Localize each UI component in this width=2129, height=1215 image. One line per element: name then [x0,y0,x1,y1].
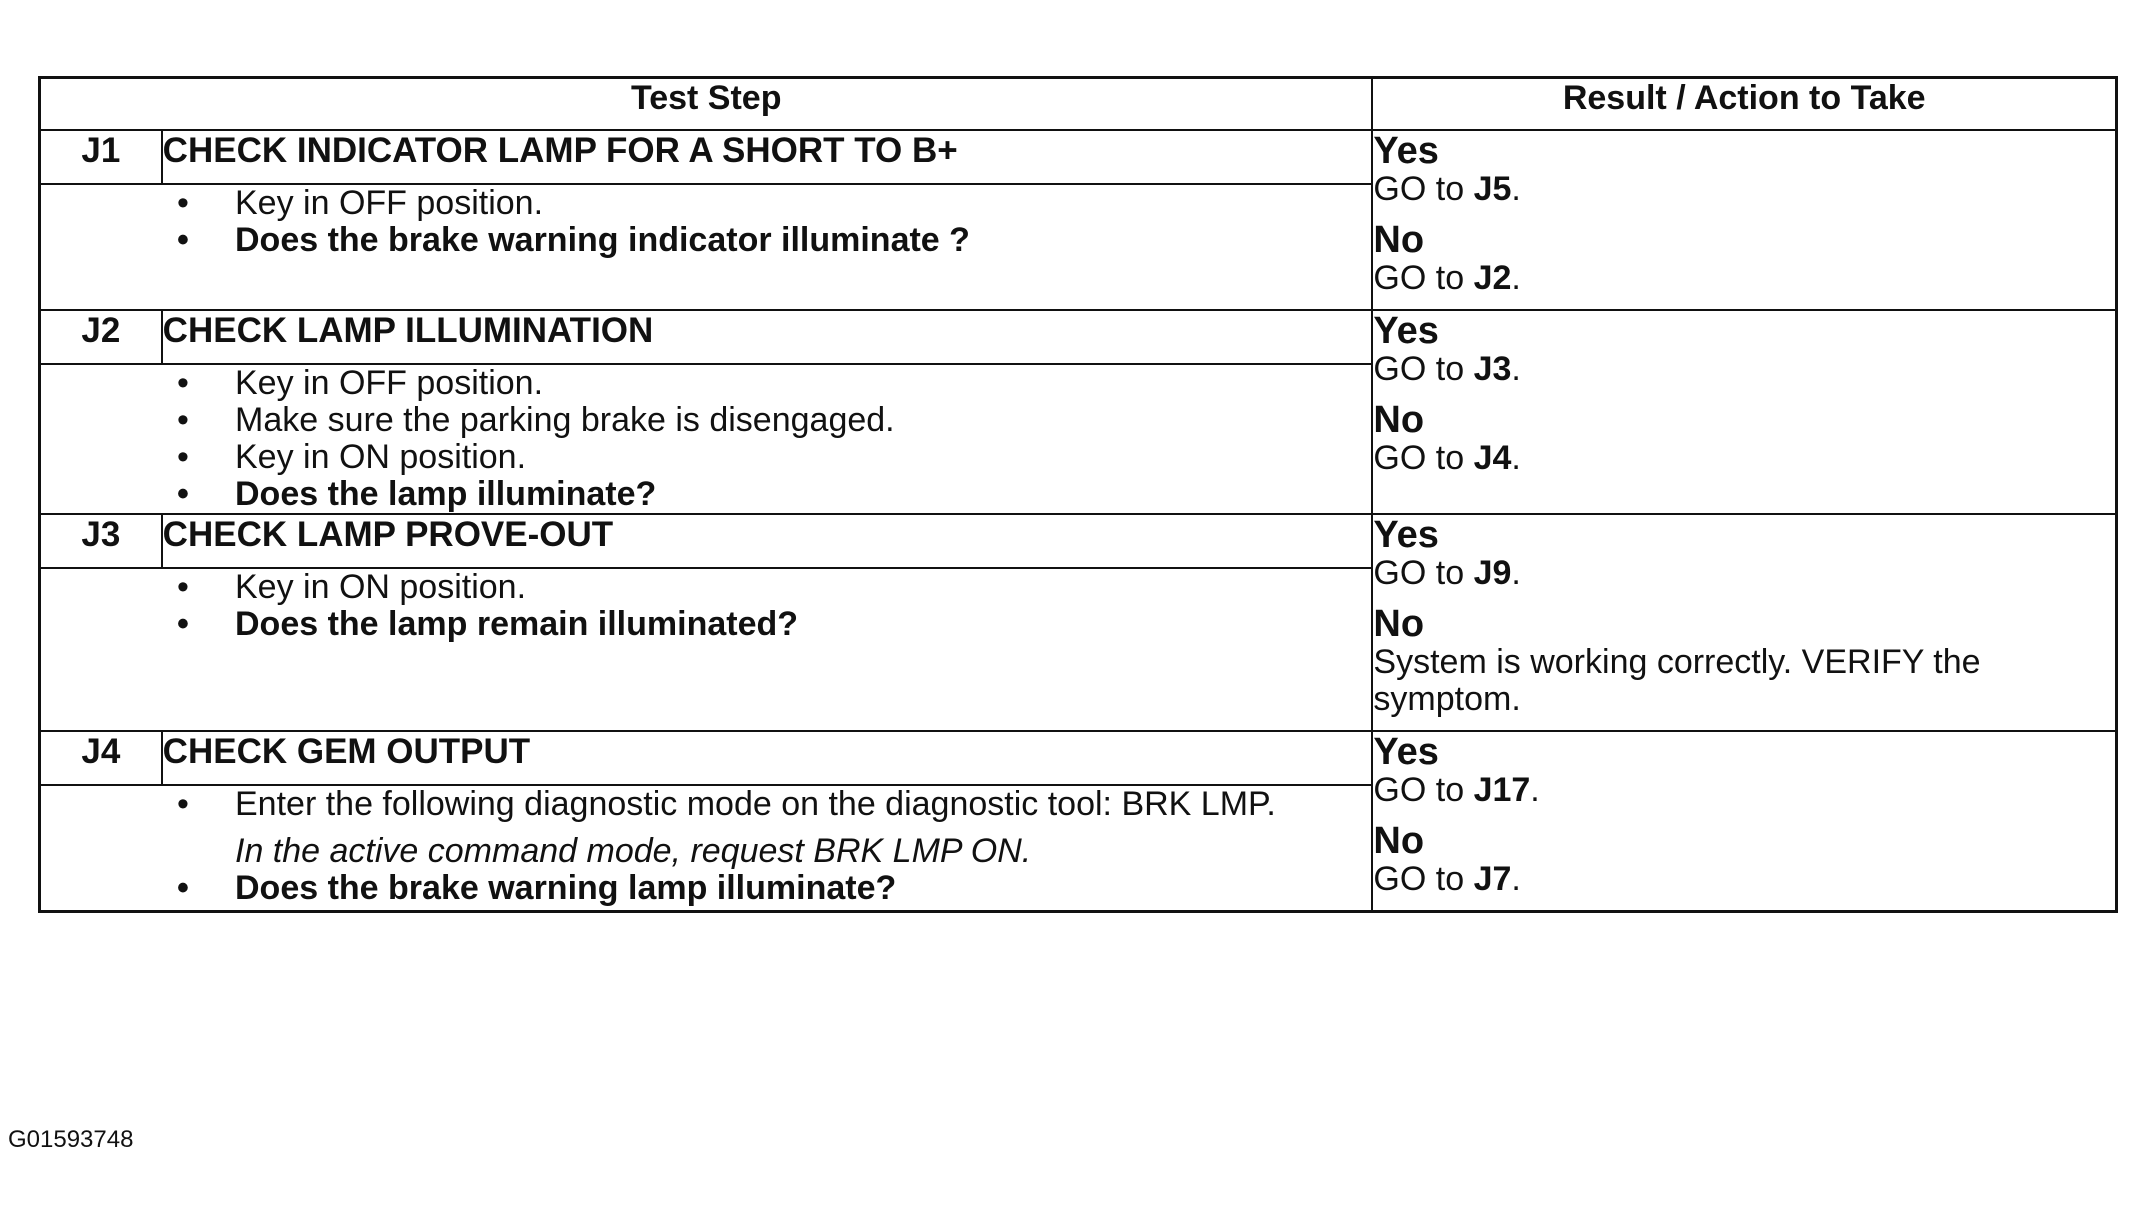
figure-id: G01593748 [8,1126,134,1153]
result-target-step: J5 [1473,170,1512,208]
step-title-row [40,514,2117,568]
instruction-item: • Key in ON position. [41,569,1371,606]
result-action [1373,260,2115,297]
step-result [1372,514,2116,731]
result-target-step: J7 [1473,860,1512,898]
result-action-suffix: . [1511,259,1521,297]
instruction-list [41,365,1371,513]
step-result [1372,130,2116,310]
step-title: CHECK INDICATOR LAMP FOR A SHORT TO B+ [162,130,1373,184]
instruction-item: • Does the lamp illuminate? [41,476,1371,513]
result-option [1373,821,2115,898]
header-result-action: Result / Action to Take [1372,78,2116,131]
table-header-row [40,78,2117,131]
result-action-suffix: . [1511,350,1521,388]
result-action [1373,440,2115,477]
step-instructions [40,184,1373,310]
result-option [1373,131,2115,208]
result-action-suffix: . [1511,439,1521,477]
result-label: No [1373,219,1425,261]
instruction-item: • Does the brake warning lamp illuminate? [41,870,1371,907]
instruction-item: In the active command mode, request BRK LMP ON. [235,832,1032,870]
result-label: Yes [1373,310,1439,352]
instruction-item: • Make sure the parking brake is disengaged. [41,402,1371,439]
result-label: No [1373,820,1425,862]
result-action-text: GO to [1373,771,1474,809]
diagnostic-table [38,76,2118,913]
result-action-text: GO to [1373,350,1474,388]
result-target-step: J4 [1473,439,1512,477]
result-action [1373,171,2115,208]
step-id: J1 [40,130,162,184]
result-action-text: GO to [1373,170,1474,208]
result-option [1373,515,2115,592]
result-label: No [1373,399,1425,441]
result-action-text: GO to [1373,259,1474,297]
result-action-text: GO to [1373,860,1474,898]
step-instructions [40,785,1373,912]
result-label: Yes [1373,731,1439,773]
step-title: CHECK LAMP ILLUMINATION [162,310,1373,364]
header-test-step: Test Step [40,78,1373,131]
result-target-step: J9 [1473,554,1512,592]
step-title: CHECK GEM OUTPUT [162,731,1373,785]
result-action-suffix: . [1511,170,1521,208]
result-target-step: J3 [1473,350,1512,388]
result-target-step: J17 [1473,771,1531,809]
result-target-step: J2 [1473,259,1512,297]
instruction-item: • Key in ON position. [41,439,1371,476]
instruction-item: • Enter the following diagnostic mode on the diagnostic tool: BRK LMP. [41,786,1371,823]
instruction-item: • Does the lamp remain illuminated? [41,606,1371,643]
result-label: Yes [1373,514,1439,556]
result-action-suffix: . [1511,860,1521,898]
step-title-row [40,731,2117,785]
step-id: J3 [40,514,162,568]
result-label: No [1373,603,1425,645]
instruction-list [41,569,1371,643]
step-result [1372,731,2116,912]
result-action-suffix: . [1511,554,1521,592]
instruction-item: • Key in OFF position. [41,185,1371,222]
step-id: J2 [40,310,162,364]
result-option [1373,400,2115,477]
step-id: J4 [40,731,162,785]
instruction-item: • Does the brake warning indicator illuminate ? [41,222,1371,259]
result-action-suffix: . [1530,771,1540,809]
result-action [1373,772,2115,809]
result-option [1373,220,2115,297]
result-action [1373,861,2115,898]
result-action-text: GO to [1373,554,1474,592]
table-body [40,130,2117,912]
result-option [1373,604,2115,718]
result-option [1373,311,2115,388]
instruction-list [41,786,1371,907]
step-title-row [40,310,2117,364]
instruction-list [41,185,1371,259]
step-instructions [40,364,1373,514]
result-action [1373,555,2115,592]
step-title-row [40,130,2117,184]
result-action-text: System is working correctly. VERIFY the symptom. [1373,643,1981,718]
step-title: CHECK LAMP PROVE-OUT [162,514,1373,568]
result-action [1373,351,2115,388]
result-label: Yes [1373,130,1439,172]
result-action [1373,644,2115,718]
result-action-text: GO to [1373,439,1474,477]
step-result [1372,310,2116,514]
step-instructions [40,568,1373,731]
instruction-item: • Key in OFF position. [41,365,1371,402]
result-option [1373,732,2115,809]
